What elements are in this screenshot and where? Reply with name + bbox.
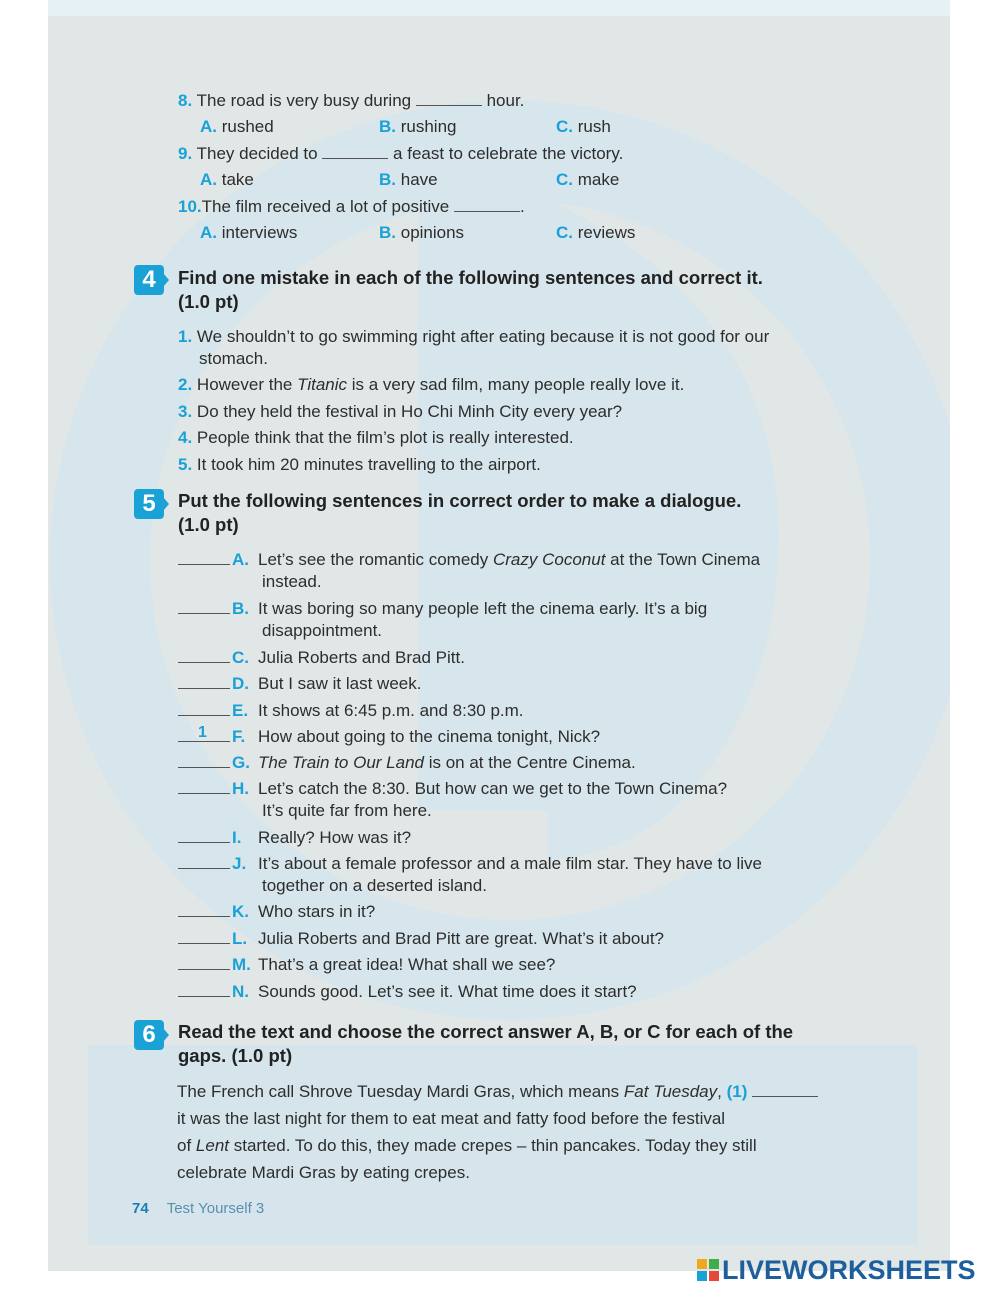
order-blank[interactable] bbox=[178, 648, 230, 663]
dialogue-line-i: I. Really? How was it? bbox=[178, 827, 411, 849]
option-b[interactable]: B. rushing bbox=[379, 117, 457, 136]
page-number: 74 bbox=[132, 1200, 149, 1217]
section-5-title: Put the following sentences in correct order to make a dialogue. (1.0 pt) bbox=[178, 490, 742, 535]
worksheet-page bbox=[48, 0, 950, 1271]
option-c[interactable]: C. rush bbox=[556, 117, 611, 136]
s4-item-1-cont: stomach. bbox=[199, 349, 268, 368]
option-a[interactable]: A. take bbox=[200, 170, 254, 189]
order-blank[interactable] bbox=[178, 955, 230, 970]
brand-name: LIVEWORKSHEETS bbox=[722, 1254, 976, 1285]
gap-1-blank[interactable] bbox=[752, 1082, 818, 1097]
section-5-badge: 5 bbox=[134, 489, 164, 519]
section-6-title: Read the text and choose the correct answer A, B, or C for each of the gaps. (1.0 pt) bbox=[178, 1021, 794, 1066]
liveworksheets-brand bbox=[697, 1255, 976, 1285]
order-blank[interactable] bbox=[178, 828, 230, 843]
reading-passage: The French call Shrove Tuesday Mardi Gras, which means Fat Tuesday, (1) it was the last night for them to eat meat and fatty food before the festival of Lent started. To do this, they made crepes – thin pancakes. Today they still celebrate Mardi Gras by eating crepes. bbox=[177, 1078, 871, 1186]
dialogue-line-h: H. Let’s catch the 8:30. But how can we get to the Town Cinema? It’s quite far from here. bbox=[178, 778, 727, 822]
order-blank[interactable] bbox=[178, 982, 230, 997]
order-blank[interactable]: 1 bbox=[178, 727, 230, 742]
option-c[interactable]: C. reviews bbox=[556, 223, 636, 242]
order-blank[interactable] bbox=[178, 779, 230, 794]
footer-title: Test Yourself 3 bbox=[166, 1200, 265, 1217]
s4-item-1: 1. We shouldn’t to go swimming right after eating because it is not good for our bbox=[178, 327, 770, 346]
section-6-badge: 6 bbox=[134, 1020, 164, 1050]
liveworksheets-logo-icon bbox=[697, 1259, 719, 1281]
page-footer bbox=[132, 1200, 264, 1217]
s4-item-4: 4. People think that the film’s plot is really interested. bbox=[178, 428, 574, 447]
s4-item-5: 5. It took him 20 minutes travelling to the airport. bbox=[178, 455, 541, 474]
question-9: 9. They decided to a feast to celebrate the victory. bbox=[178, 144, 624, 163]
dialogue-line-b: B. It was boring so many people left the cinema early. It’s a big disappointment. bbox=[178, 598, 707, 642]
question-8: 8. The road is very busy during hour. bbox=[178, 91, 525, 110]
section-4-title: Find one mistake in each of the following sentences and correct it. (1.0 pt) bbox=[178, 267, 763, 312]
answer-blank[interactable] bbox=[416, 91, 482, 106]
option-b[interactable]: B. have bbox=[379, 170, 438, 189]
order-blank[interactable] bbox=[178, 929, 230, 944]
option-a[interactable]: A. interviews bbox=[200, 223, 298, 242]
s4-item-3: 3. Do they held the festival in Ho Chi Minh City every year? bbox=[178, 402, 623, 421]
dialogue-line-f: 1 F. How about going to the cinema tonight, Nick? bbox=[178, 726, 600, 748]
option-c[interactable]: C. make bbox=[556, 170, 620, 189]
section-4-badge: 4 bbox=[134, 265, 164, 295]
dialogue-line-a: A. Let’s see the romantic comedy Crazy Coconut at the Town Cinema instead. bbox=[178, 549, 760, 593]
order-blank[interactable] bbox=[178, 854, 230, 869]
dialogue-line-k: K. Who stars in it? bbox=[178, 901, 375, 923]
dialogue-line-e: E. It shows at 6:45 p.m. and 8:30 p.m. bbox=[178, 700, 524, 722]
option-a[interactable]: A. rushed bbox=[200, 117, 274, 136]
dialogue-line-j: J. It’s about a female professor and a male film star. They have to live together on a deserted island. bbox=[178, 853, 762, 897]
answer-blank[interactable] bbox=[322, 144, 388, 159]
order-blank[interactable] bbox=[178, 753, 230, 768]
dialogue-line-n: N. Sounds good. Let’s see it. What time does it start? bbox=[178, 981, 637, 1003]
question-10: 10.The film received a lot of positive . bbox=[178, 197, 525, 216]
answer-blank[interactable] bbox=[454, 197, 520, 212]
s4-item-2: 2. However the Titanic is a very sad film, many people really love it. bbox=[178, 375, 685, 394]
order-blank[interactable] bbox=[178, 674, 230, 689]
option-b[interactable]: B. opinions bbox=[379, 223, 465, 242]
dialogue-line-l: L. Julia Roberts and Brad Pitt are great. What’s it about? bbox=[178, 928, 664, 950]
dialogue-line-d: D. But I saw it last week. bbox=[178, 673, 421, 695]
order-blank[interactable] bbox=[178, 701, 230, 716]
order-blank[interactable] bbox=[178, 550, 230, 565]
order-blank[interactable] bbox=[178, 902, 230, 917]
order-blank[interactable] bbox=[178, 599, 230, 614]
dialogue-line-m: M. That’s a great idea! What shall we see? bbox=[178, 954, 555, 976]
dialogue-line-c: C. Julia Roberts and Brad Pitt. bbox=[178, 647, 465, 669]
dialogue-line-g: G. The Train to Our Land is on at the Centre Cinema. bbox=[178, 752, 636, 774]
